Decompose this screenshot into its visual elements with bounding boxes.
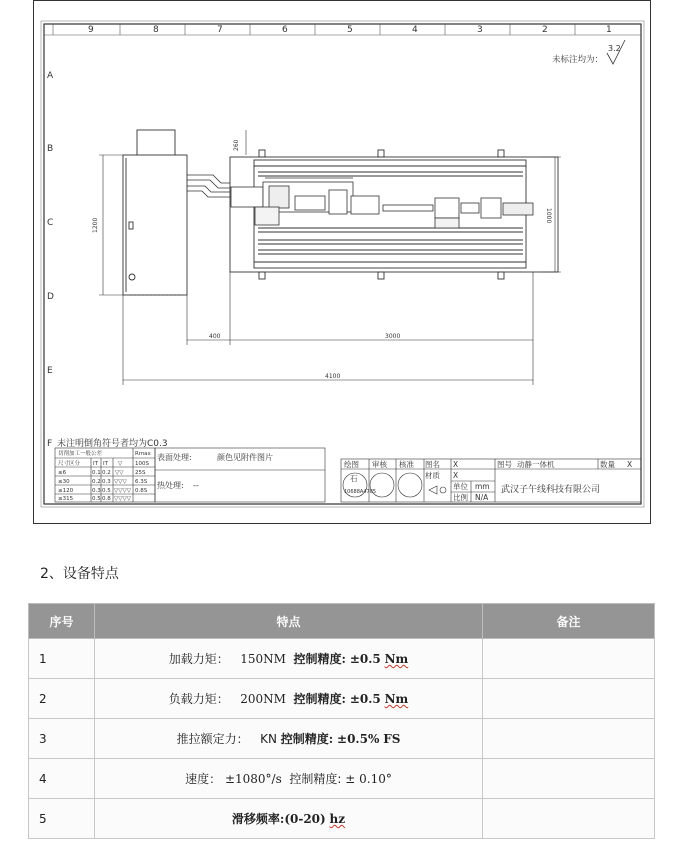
svg-text:10688A4785: 10688A4785 xyxy=(344,489,377,495)
svg-text:3000: 3000 xyxy=(385,333,401,340)
svg-text:尺寸区分: 尺寸区分 xyxy=(58,461,81,467)
col-label: 8 xyxy=(153,25,159,35)
table-row xyxy=(29,679,655,719)
svg-text:数量: 数量 xyxy=(600,460,615,469)
row-label: F xyxy=(47,439,53,449)
surface-note: 未标注均为： xyxy=(552,55,604,65)
engineering-drawing xyxy=(33,0,651,524)
row-feature: 推拉额定力： KN 控制精度: ±0.5% FS xyxy=(95,719,483,759)
svg-text:动静一体机: 动静一体机 xyxy=(517,460,555,469)
features-table xyxy=(28,603,655,839)
company-name: 武汉子午线科技有限公司 xyxy=(501,485,601,495)
svg-text:▽▽▽▽: ▽▽▽▽ xyxy=(114,496,131,502)
surface-treatment-label: 表面处理: xyxy=(157,453,192,462)
svg-text:0.3: 0.3 xyxy=(102,479,111,485)
row-index: 4 xyxy=(29,759,95,799)
svg-text:1000: 1000 xyxy=(545,208,552,224)
svg-text:1200: 1200 xyxy=(92,217,99,233)
heat-treatment-label: 热处理: xyxy=(157,481,184,490)
svg-text:图号: 图号 xyxy=(497,460,512,469)
svg-text:≤315: ≤315 xyxy=(58,496,74,502)
tolerance-title: 切削加工一般公差 xyxy=(58,451,103,457)
row-note xyxy=(483,759,655,799)
svg-text:0.2: 0.2 xyxy=(92,479,101,485)
col-label: 9 xyxy=(88,25,94,35)
row-index: 1 xyxy=(29,639,95,679)
svg-text:石: 石 xyxy=(350,474,358,483)
svg-text:X: X xyxy=(453,460,459,469)
chamfer-note: 未注明倒角符号者均为C0.3 xyxy=(57,439,168,449)
svg-text:0.8S: 0.8S xyxy=(135,488,148,494)
row-note xyxy=(483,639,655,679)
col-label: 2 xyxy=(542,25,548,35)
svg-text:IT: IT xyxy=(93,461,98,467)
svg-text:≤30: ≤30 xyxy=(58,479,70,485)
row-note xyxy=(483,799,655,839)
svg-text:▽▽▽▽: ▽▽▽▽ xyxy=(114,488,131,494)
col-label: 7 xyxy=(217,25,223,35)
row-label: D xyxy=(47,292,54,302)
row-label: B xyxy=(47,144,54,154)
table-row xyxy=(29,719,655,759)
row-index: 2 xyxy=(29,679,95,719)
svg-text:比例: 比例 xyxy=(453,493,468,502)
row-feature: 负载力矩： 200NM 控制精度: ±0.5 Nm xyxy=(95,679,483,719)
svg-text:绘图: 绘图 xyxy=(344,460,359,469)
svg-text:材质: 材质 xyxy=(425,471,440,480)
svg-text:0.2: 0.2 xyxy=(102,470,111,476)
row-label: C xyxy=(47,218,54,228)
row-feature: 加载力矩： 150NM 控制精度: ±0.5 Nm xyxy=(95,639,483,679)
svg-text:图名: 图名 xyxy=(425,460,440,469)
svg-text:260: 260 xyxy=(233,139,240,151)
svg-text:0.1: 0.1 xyxy=(92,470,101,476)
svg-text:单位: 单位 xyxy=(453,482,468,491)
section-title: 2、设备特点 xyxy=(40,566,119,582)
control-cabinet xyxy=(123,130,187,295)
row-label: E xyxy=(47,366,53,376)
svg-text:mm: mm xyxy=(475,482,490,491)
svg-text:核准: 核准 xyxy=(399,460,414,469)
header-index: 序号 xyxy=(29,604,95,639)
svg-text:审核: 审核 xyxy=(372,460,387,469)
svg-text:IT: IT xyxy=(103,461,108,467)
svg-text:0.3: 0.3 xyxy=(92,488,101,494)
heat-treatment-value: -- xyxy=(193,481,199,490)
surface-treatment-value: 颜色见附件图片 xyxy=(217,453,273,462)
row-index: 3 xyxy=(29,719,95,759)
svg-text:0.5: 0.5 xyxy=(92,496,101,502)
svg-text:6.3S: 6.3S xyxy=(135,479,148,485)
table-row xyxy=(29,639,655,679)
svg-text:0.8: 0.8 xyxy=(102,496,111,502)
row-note xyxy=(483,679,655,719)
svg-text:≤6: ≤6 xyxy=(58,470,67,476)
row-note xyxy=(483,719,655,759)
col-label: 4 xyxy=(412,25,418,35)
svg-text:N/A: N/A xyxy=(475,493,489,502)
roughness-value: 3.2 xyxy=(608,44,621,53)
col-label: 6 xyxy=(282,25,288,35)
row-index: 5 xyxy=(29,799,95,839)
svg-text:≤120: ≤120 xyxy=(58,488,74,494)
table-header-row xyxy=(29,604,655,639)
col-label: 3 xyxy=(477,25,483,35)
row-label: A xyxy=(47,71,54,81)
header-note: 备注 xyxy=(483,604,655,639)
svg-text:Rmax: Rmax xyxy=(135,451,151,457)
row-feature: 速度： ±1080°/s 控制精度: ± 0.10° xyxy=(95,759,483,799)
table-row xyxy=(29,799,655,839)
row-feature: 滑移频率:(0-20) hz xyxy=(95,799,483,839)
svg-text:100S: 100S xyxy=(135,461,149,467)
svg-text:▽▽▽: ▽▽▽ xyxy=(114,479,127,485)
svg-text:X: X xyxy=(627,460,633,469)
table-row xyxy=(29,759,655,799)
svg-text:4100: 4100 xyxy=(325,373,341,380)
svg-text:X: X xyxy=(453,471,459,480)
svg-text:25S: 25S xyxy=(135,470,146,476)
header-feature: 特点 xyxy=(95,604,483,639)
svg-text:400: 400 xyxy=(209,333,221,340)
svg-text:▽: ▽ xyxy=(118,461,123,467)
svg-text:▽▽: ▽▽ xyxy=(115,470,124,476)
svg-text:0.5: 0.5 xyxy=(102,488,111,494)
col-label: 5 xyxy=(347,25,353,35)
col-label: 1 xyxy=(606,25,612,35)
